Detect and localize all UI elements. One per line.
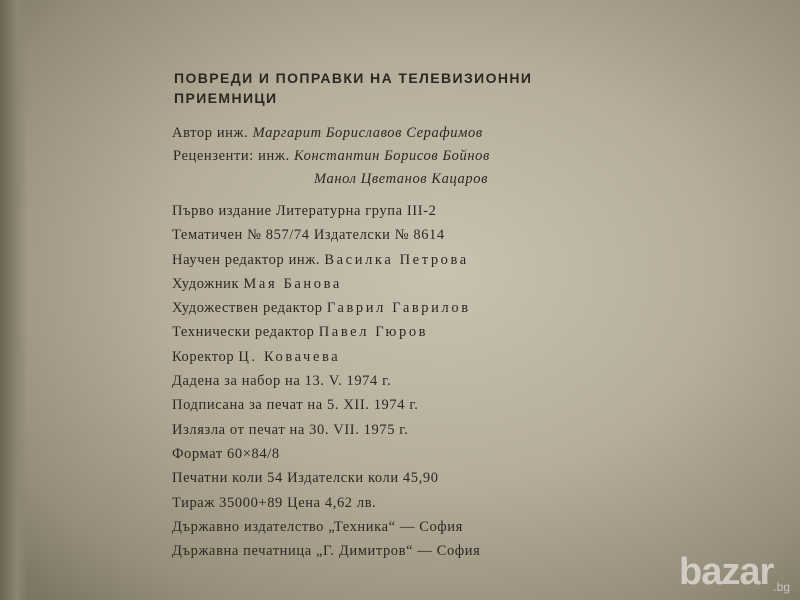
fact-sci-editor	[172, 248, 680, 272]
fact-typeset-date: Дадена за набор на 13. V. 1974 г.	[172, 373, 392, 390]
tech-editor-label: Технически редактор	[172, 324, 315, 341]
reviewer-name-1: Константин Борисов Бойнов	[293, 148, 490, 164]
sci-editor-name: Василка Петрова	[324, 251, 469, 268]
credits-block	[160, 122, 680, 191]
proofreader-label: Коректор	[172, 348, 235, 365]
proofreader-name: Ц. Ковачева	[238, 348, 341, 365]
fact-sheets: Печатни коли 54 Издателски коли 45,90	[172, 470, 439, 487]
fact-tech-editor	[172, 320, 680, 344]
fact-publisher: Държавно издателство „Техника“ — София	[172, 518, 463, 535]
book-title: ПОВРЕДИ И ПОПРАВКИ НА ТЕЛЕВИЗИОННИ ПРИЕМНИЦИ	[174, 70, 533, 106]
colophon	[160, 68, 680, 563]
reviewers-label: Рецензенти: инж.	[173, 148, 290, 164]
fact-proofreader	[172, 345, 680, 369]
artist-name: Мая Банова	[243, 275, 342, 292]
author-name: Маргарит Бориславов Серафимов	[252, 125, 483, 141]
author-label: Автор инж.	[172, 125, 249, 141]
page-gutter-shadow	[0, 0, 28, 600]
watermark-brand: bazar	[679, 551, 774, 593]
fact-printer: Държавна печатница „Г. Димитров“ — София	[172, 543, 481, 560]
reviewers-line-2	[160, 168, 680, 191]
art-editor-name: Гаврил Гаврилов	[326, 300, 471, 317]
author-line	[160, 122, 680, 145]
artist-label: Художник	[172, 275, 240, 292]
publication-facts	[160, 199, 680, 563]
reviewers-line	[160, 145, 680, 168]
fact-numbers: Тематичен № 857/74 Издателски № 8614	[172, 227, 445, 244]
sci-editor-label: Научен редактор инж.	[172, 251, 321, 268]
fact-signed-date: Подписана за печат на 5. XII. 1974 г.	[172, 397, 419, 414]
site-watermark	[679, 551, 790, 594]
fact-edition: Първо издание Литературна група III-2	[172, 203, 437, 219]
fact-format: Формат 60×84/8	[172, 445, 280, 462]
watermark-tld: .bg	[773, 580, 790, 594]
tech-editor-name: Павел Гюров	[318, 324, 429, 341]
fact-art-editor	[172, 296, 680, 320]
fact-print-run-price: Тираж 35000+89 Цена 4,62 лв.	[172, 494, 377, 511]
fact-printed-date: Излязла от печат на 30. VII. 1975 г.	[172, 421, 409, 438]
art-editor-label: Художествен редактор	[172, 300, 323, 317]
reviewer-name-2: Манол Цветанов Кацаров	[314, 171, 488, 187]
fact-artist	[172, 272, 680, 296]
